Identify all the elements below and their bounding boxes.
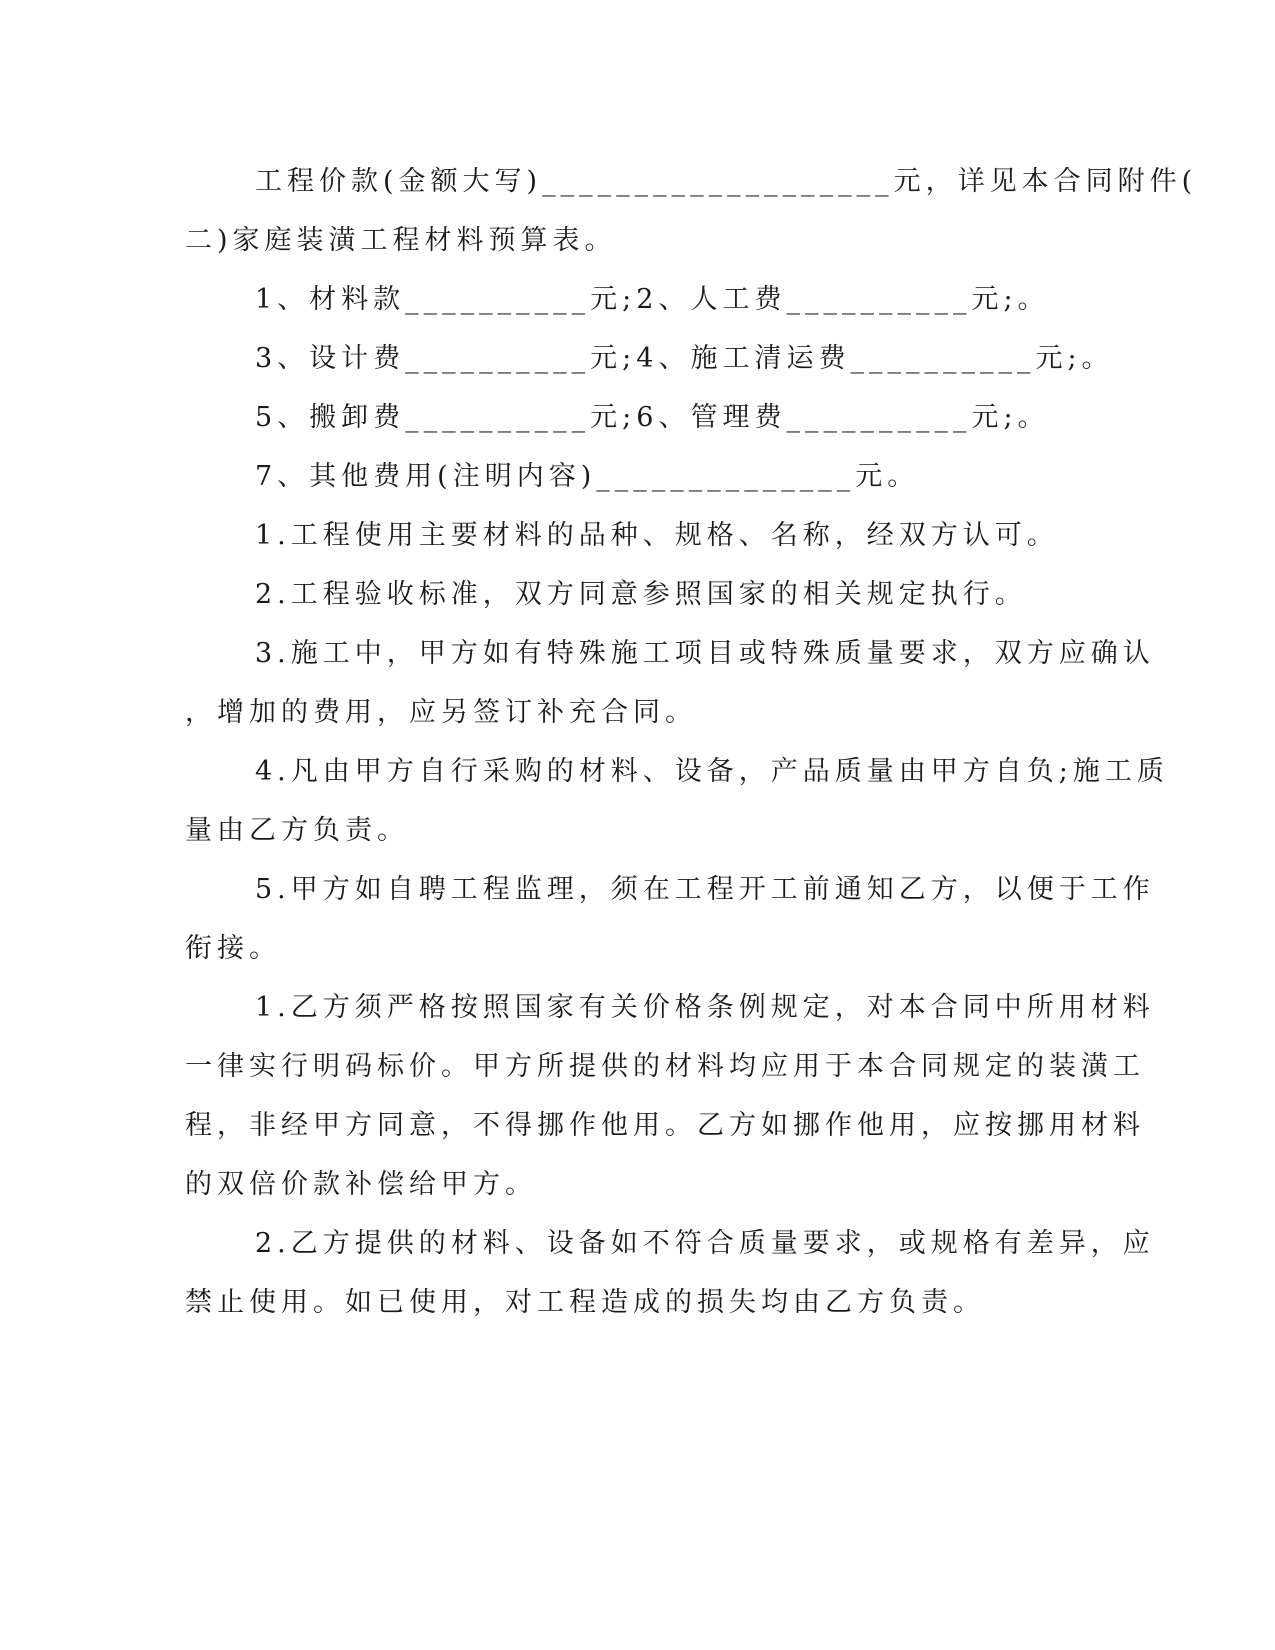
- text-line: 程，非经甲方同意，不得挪作他用。乙方如挪作他用，应按挪用材料: [185, 1110, 1145, 1141]
- text-line: 禁止使用。如已使用，对工程造成的损失均由乙方负责。: [185, 1287, 985, 1318]
- text-line: 工程价款(金额大写)___________________元，详见本合同附件(: [255, 166, 1198, 197]
- text-line: 2.工程验收标准，双方同意参照国家的相关规定执行。: [255, 579, 1027, 610]
- text-line: 一律实行明码标价。甲方所提供的材料均应用于本合同规定的装潢工: [185, 1051, 1145, 1082]
- text-line: ，增加的费用，应另签订补充合同。: [185, 697, 697, 728]
- text-line: 4.凡由甲方自行采购的材料、设备，产品质量由甲方自负;施工质: [255, 756, 1169, 787]
- text-line: 3.施工中，甲方如有特殊施工项目或特殊质量要求，双方应确认: [255, 638, 1155, 669]
- text-line: 5.甲方如自聘工程监理，须在工程开工前通知乙方，以便于工作: [255, 874, 1155, 905]
- text-line: 1、材料款__________元;2、人工费__________元;。: [255, 284, 1050, 315]
- text-line: 量由乙方负责。: [185, 815, 409, 846]
- text-line: 二)家庭装潢工程材料预算表。: [185, 225, 617, 256]
- text-line: 1.乙方须严格按照国家有关价格条例规定，对本合同中所用材料: [255, 992, 1155, 1023]
- text-line: 7、其他费用(注明内容)______________元。: [255, 461, 920, 492]
- text-line: 2.乙方提供的材料、设备如不符合质量要求，或规格有差异，应: [255, 1228, 1155, 1259]
- text-line: 的双倍价款补偿给甲方。: [185, 1169, 537, 1200]
- text-line: 1.工程使用主要材料的品种、规格、名称，经双方认可。: [255, 520, 1059, 551]
- text-line: 3、设计费__________元;4、施工清运费__________元;。: [255, 343, 1114, 374]
- text-line: 衔接。: [185, 933, 281, 964]
- text-line: 5、搬卸费__________元;6、管理费__________元;。: [255, 402, 1050, 433]
